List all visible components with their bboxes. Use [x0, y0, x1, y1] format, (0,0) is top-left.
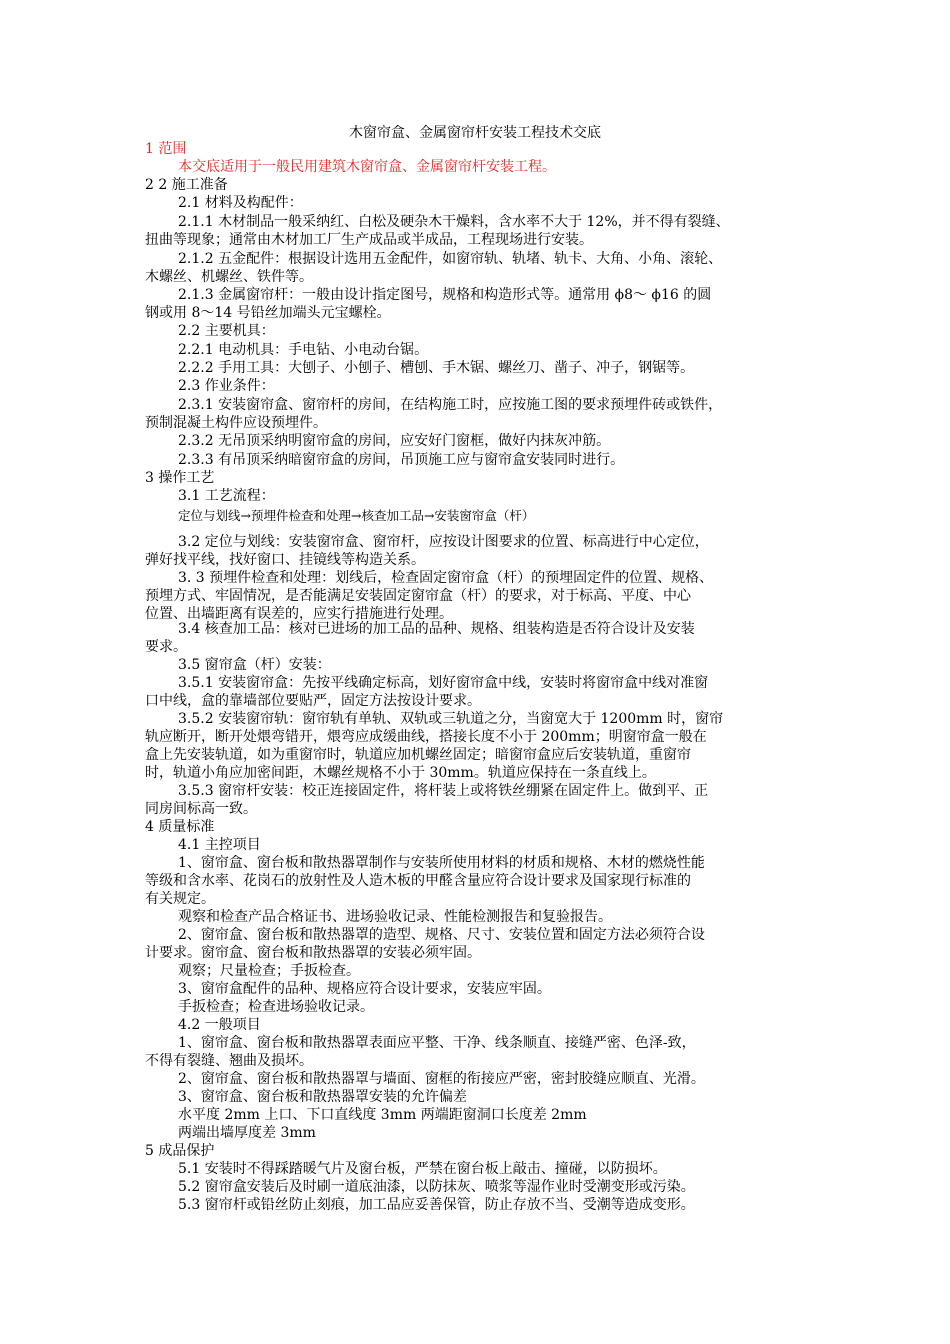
- text-line: 3 操作工艺: [145, 470, 215, 486]
- text-line: 同房间标高一致。: [145, 801, 257, 817]
- text-line: 手扳检查；检查进场验收记录。: [178, 999, 374, 1015]
- text-line: 1 范围: [145, 141, 187, 157]
- text-line: 2.3 作业条件：: [178, 378, 275, 394]
- text-line: 2、窗帘盒、窗台板和散热器罩与墙面、窗框的衔接应严密，密封胶缝应顺直、光滑。: [178, 1071, 705, 1087]
- text-line: 观察；尺量检查；手扳检查。: [178, 963, 360, 979]
- text-line: 3.5.2 安装窗帘轨：窗帘轨有单轨、双轨或三轨道之分，当窗宽大于 1200mm 时，窗帘: [178, 711, 724, 727]
- text-line: 位置、出墙距离有误差的，应实行措施进行处理。: [145, 606, 453, 622]
- text-line: 2.3.3 有吊顶采纳暗窗帘盒的房间，吊顶施工应与窗帘盒安装同时进行。: [178, 452, 625, 468]
- text-line: 扭曲等现象；通常由木材加工厂生产成品或半成品，工程现场进行安装。: [145, 232, 593, 248]
- text-line: 5 成品保护: [145, 1143, 215, 1159]
- text-line: 3.4 核查加工品：核对已进场的加工品的品种、规格、组装构造是否符合设计及安装: [178, 621, 695, 637]
- text-line: 4.2 一般项目: [178, 1017, 261, 1033]
- text-line: 5.3 窗帘杆或铅丝防止刻痕，加工品应妥善保管，防止存放不当、受潮等造成变形。: [178, 1197, 695, 1213]
- text-line: 预制混凝土构件应设预埋件。: [145, 415, 327, 431]
- text-line: 2 2 施工准备: [145, 177, 228, 193]
- text-line: 5.2 窗帘盒安装后及时刷一道底油漆，以防抹灰、喷浆等湿作业时受潮变形或污染。: [178, 1179, 695, 1195]
- text-line: 2.2.2 手用工具：大刨子、小刨子、槽刨、手木锯、螺丝刀、凿子、冲子，钢锯等。: [178, 360, 695, 376]
- text-line: 不得有裂缝、翘曲及损坏。: [145, 1053, 313, 1069]
- text-line: 2.2 主要机具：: [178, 323, 275, 339]
- text-line: 2.1.3 金属窗帘杆：一般由设计指定图号，规格和构造形式等。通常用 ϕ8～ ϕ16 的圆: [178, 287, 712, 303]
- text-line: 2.2.1 电动机具：手电钻、小电动台锯。: [178, 342, 429, 358]
- text-line: 3.5 窗帘盒（杆）安装：: [178, 657, 331, 673]
- text-line: 1、窗帘盒、窗台板和散热器罩制作与安装所使用材料的材质和规格、木材的燃烧性能: [178, 855, 705, 871]
- text-line: 轨应断开，断开处煨弯错开，煨弯应成缓曲线，搭接长度不小于 200mm；明窗帘盒一般在: [145, 729, 707, 745]
- text-line: 两端出墙厚度差 3mm: [178, 1125, 316, 1141]
- text-line: 2.3.2 无吊顶采纳明窗帘盒的房间，应安好门窗框，做好内抹灰冲筋。: [178, 433, 611, 449]
- text-line: 弹好找平线，找好窗口、挂镜线等构造关系。: [145, 552, 425, 568]
- text-line: 1、窗帘盒、窗台板和散热器罩表面应平整、干净、线条顺直、接缝严密、色泽-致，: [178, 1035, 696, 1051]
- text-line: 2.1.1 木材制品一般采纳红、白松及硬杂木干燥料，含水率不大于 12%，并不得有裂缝、: [178, 214, 730, 230]
- document-title: 木窗帘盒、金属窗帘杆安装工程技术交底: [349, 125, 601, 141]
- text-line: 3.5.3 窗帘杆安装：校正连接固定件，将杆装上或将铁丝绷紧在固定件上。做到平、正: [178, 783, 709, 799]
- text-line: 4 质量标准: [145, 819, 215, 835]
- text-line: 木螺丝、机螺丝、铁件等。: [145, 269, 313, 285]
- text-line: 3、窗帘盒、窗台板和散热器罩安装的允许偏差: [178, 1089, 467, 1105]
- text-line: 钢或用 8～14 号铅丝加端头元宝螺栓。: [145, 305, 391, 321]
- text-line: 时，轨道小角应加密间距，木螺丝规格不小于 30mm。轨道应保持在一条直线上。: [145, 765, 656, 781]
- text-line: 有关规定。: [145, 891, 215, 907]
- text-line: 要求。: [145, 639, 187, 655]
- text-line: 2.1 材料及构配件：: [178, 195, 303, 211]
- text-line: 等级和含水率、花岗石的放射性及人造木板的甲醛含量应符合设计要求及国家现行标准的: [145, 873, 691, 889]
- text-line: 口中线，盒的靠墙部位要贴严，固定方法按设计要求。: [145, 693, 481, 709]
- text-line: 计要求。窗帘盒、窗台板和散热器罩的安装必须牢固。: [145, 945, 481, 961]
- text-line: 3.1 工艺流程：: [178, 488, 275, 504]
- text-line: 3.5.1 安装窗帘盒：先按平线确定标高，划好窗帘盒中线，安装时将窗帘盒中线对准窗: [178, 675, 709, 691]
- text-line: 2、窗帘盒、窗台板和散热器罩的造型、规格、尺寸、安装位置和固定方法必须符合设: [178, 927, 705, 943]
- text-line: 3、窗帘盒配件的品种、规格应符合设计要求，安装应牢固。: [178, 981, 551, 997]
- text-line: 4.1 主控项目: [178, 837, 261, 853]
- text-line: 定位与划线→预埋件检查和处理→核查加工品→安装窗帘盒（杆）: [178, 508, 535, 523]
- text-line: 盒上先安装轨道，如为重窗帘时，轨道应加机螺丝固定；暗窗帘盒应后安装轨道，重窗帘: [145, 747, 691, 763]
- text-line: 3. 3 预埋件检查和处理：划线后，检查固定窗帘盒（杆）的预埋固定件的位置、规格、: [178, 570, 714, 586]
- text-line: 观察和检查产品合格证书、进场验收记录、性能检测报告和复验报告。: [178, 909, 612, 925]
- text-line: 本交底适用于一般民用建筑木窗帘盒、金属窗帘杆安装工程。: [178, 159, 556, 175]
- text-line: 3.2 定位与划线：安装窗帘盒、窗帘杆，应按设计图要求的位置、标高进行中心定位，: [178, 534, 709, 550]
- text-line: 预埋方式、牢固情况，是否能满足安装固定窗帘盒（杆）的要求，对于标高、平度、中心: [145, 588, 691, 604]
- text-line: 2.3.1 安装窗帘盒、窗帘杆的房间，在结构施工时，应按施工图的要求预埋件砖或铁件，: [178, 397, 723, 413]
- text-line: 水平度 2mm 上口、下口直线度 3mm 两端距窗洞口长度差 2mm: [178, 1107, 587, 1123]
- text-line: 2.1.2 五金配件：根据设计选用五金配件，如窗帘轨、轨堵、轨卡、大角、小角、滚轮、: [178, 251, 723, 267]
- text-line: 5.1 安装时不得踩踏暖气片及窗台板，严禁在窗台板上敲击、撞碰，以防损坏。: [178, 1161, 667, 1177]
